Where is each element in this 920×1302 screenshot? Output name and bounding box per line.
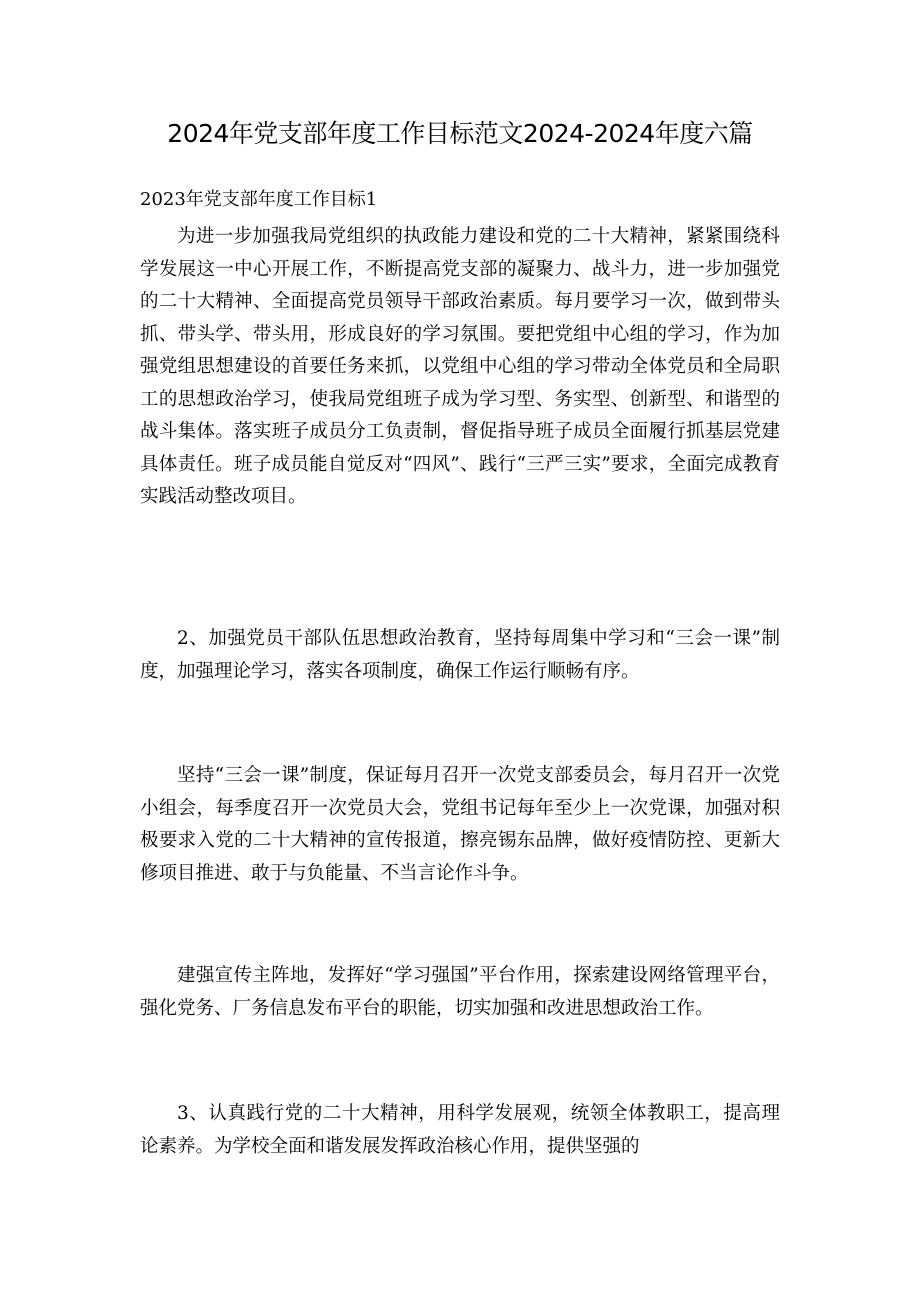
paragraph-5: 3、认真践行党的二十大精神，用科学发展观，统领全体教职工，提高理论素养。为学校全面和谐发展发挥政治核心作用，提供坚强的 — [140, 1103, 780, 1157]
paragraph-4: 建强宣传主阵地，发挥好“学习强国”平台作用，探索建设网络管理平台，强化党务、厂务信息发布平台的职能，切实加强和改进思想政治工作。 — [140, 965, 780, 1019]
section-heading: 2023年党支部年度工作目标1 — [140, 189, 378, 210]
document-title: 2024年党支部年度工作目标范文2024-2024年度六篇 — [167, 119, 753, 148]
paragraph-1: 为进一步加强我局党组织的执政能力建设和党的二十大精神，紧紧围绕科学发展这一中心开展工作，不断提高党支部的凝聚力、战斗力，进一步加强党的二十大精神、全面提高党员领导干部政治素质。每月要学习一次，做到带头抓、带头学、带头用，形成良好的学习氛围。要把党组中心组的学习，作为加强党组思想建设的首要任务来抓，以党组中心组的学习带动全体党员和全局职工的思想政治学习，使我局党组班子成为学习型、务实型、创新型、和谐型的战斗集体。落实班子成员分工负责制，督促指导班子成员全面履行抓基层党建具体责任。班子成员能自觉反对“四风”、践行“三严三实”要求，全面完成教育实践活动整改项目。 — [140, 226, 780, 507]
paragraph-2: 2、加强党员干部队伍思想政治教育，坚持每周集中学习和“三会一课”制度，加强理论学习，落实各项制度，确保工作运行顺畅有序。 — [140, 628, 780, 682]
paragraph-3: 坚持“三会一课”制度，保证每月召开一次党支部委员会，每月召开一次党小组会，每季度召开一次党员大会，党组书记每年至少上一次党课，加强对积极要求入党的二十大精神的宣传报道，擦亮锡东品牌，做好疫情防控、更新大修项目推进、敢于与负能量、不当言论作斗争。 — [140, 765, 780, 884]
